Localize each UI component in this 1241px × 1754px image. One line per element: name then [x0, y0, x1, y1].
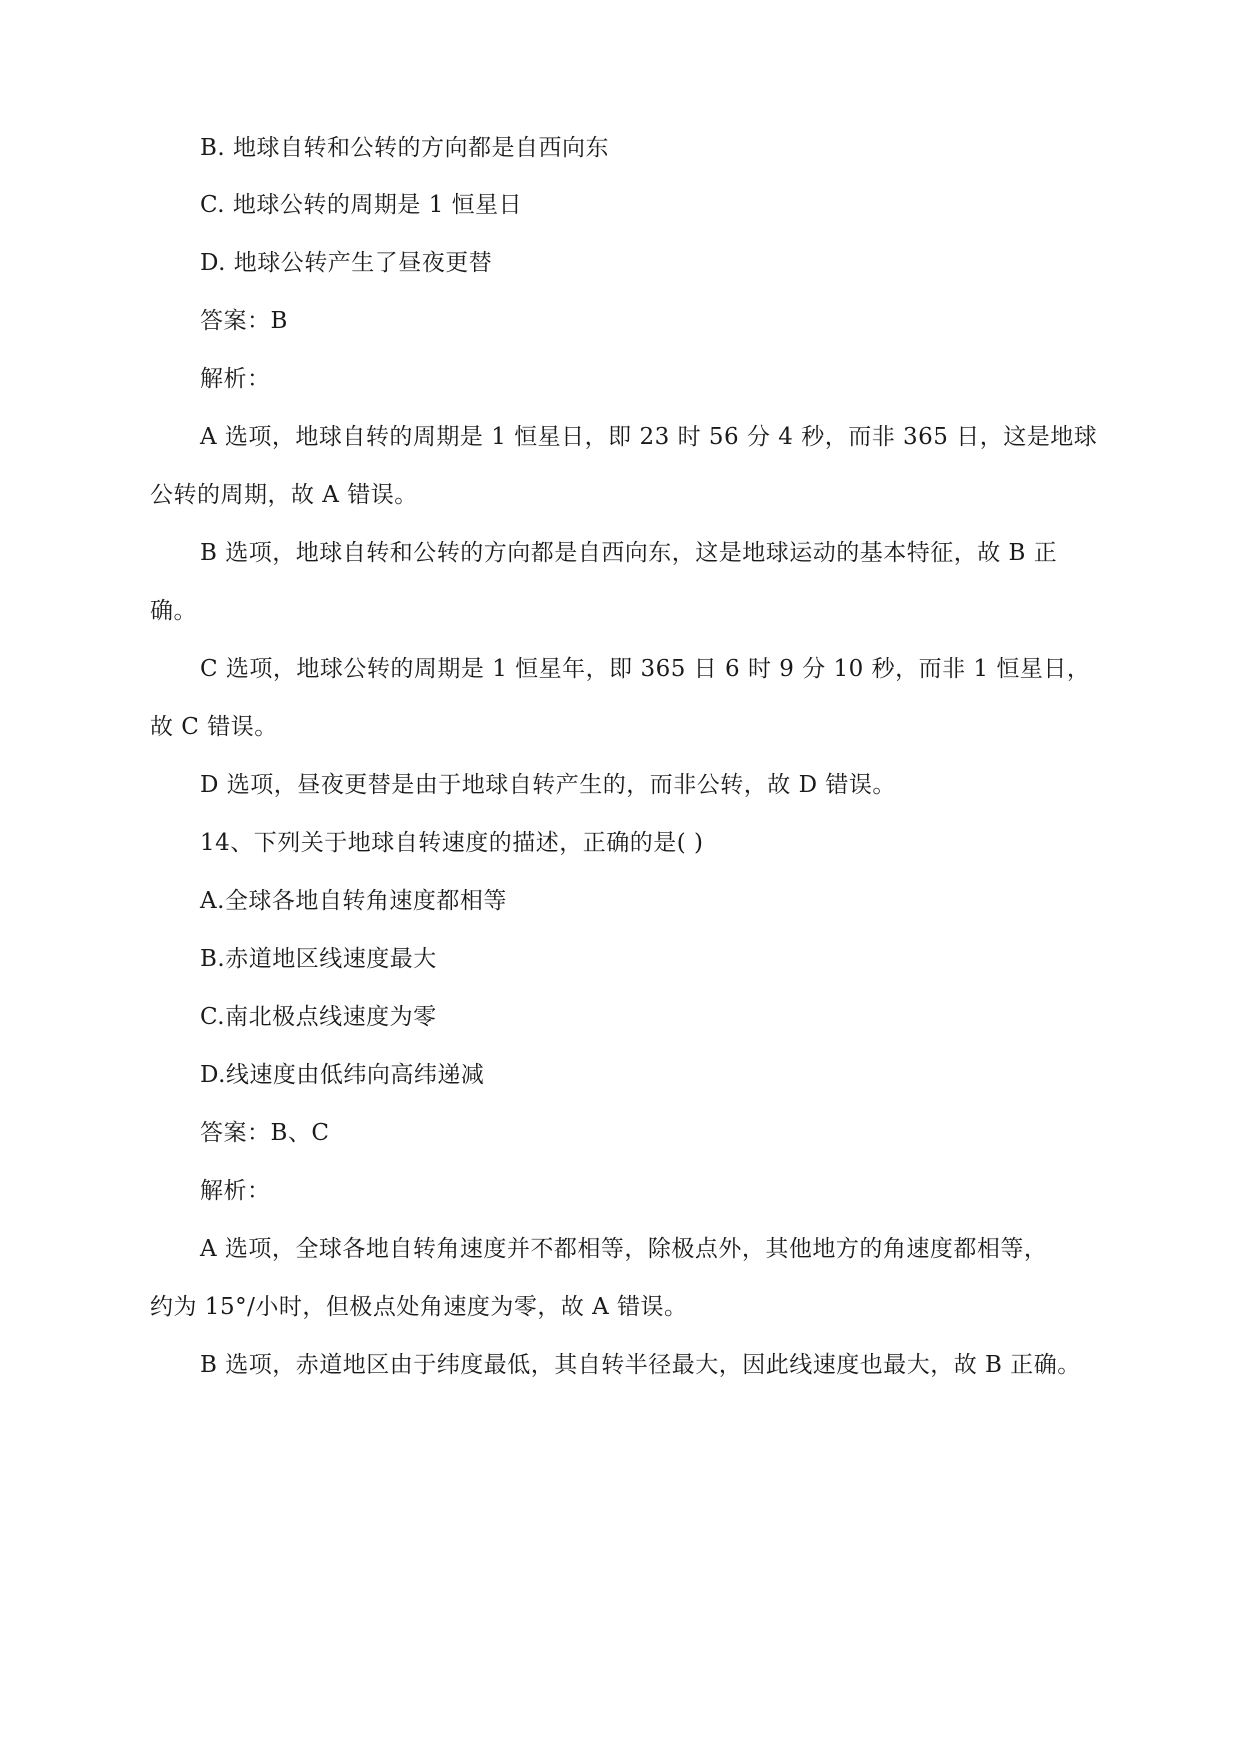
q13-answer: 答案：B [200, 308, 288, 334]
q14-analysis-a-line2: 约为 15°/小时，但极点处角速度为零，故 A 错误。 [150, 1294, 688, 1320]
q13-analysis-c-line2: 故 C 错误。 [150, 714, 278, 740]
q13-option-c: C. 地球公转的周期是 1 恒星日 [200, 192, 523, 218]
q13-option-d: D. 地球公转产生了昼夜更替 [200, 250, 493, 276]
q14-analysis-b: B 选项，赤道地区由于纬度最低，其自转半径最大，因此线速度也最大，故 B 正确。 [200, 1352, 1081, 1378]
q14-analysis-label: 解析： [200, 1178, 271, 1204]
q13-analysis-a-line2: 公转的周期，故 A 错误。 [150, 482, 418, 508]
q14-option-a: A.全球各地自转角速度都相等 [200, 888, 507, 914]
q14-option-c: C.南北极点线速度为零 [200, 1004, 437, 1030]
q14-answer: 答案：B、C [200, 1120, 330, 1146]
q14-option-b: B.赤道地区线速度最大 [200, 946, 437, 972]
q13-analysis-a-line1: A 选项，地球自转的周期是 1 恒星日，即 23 时 56 分 4 秒，而非 365 日，这是地球 [200, 424, 1098, 450]
q14-question: 14、下列关于地球自转速度的描述，正确的是( ) [200, 830, 704, 856]
q13-option-b: B. 地球自转和公转的方向都是自西向东 [200, 135, 610, 161]
q13-analysis-b-line2: 确。 [150, 598, 197, 624]
q13-analysis-b-line1: B 选项，地球自转和公转的方向都是自西向东，这是地球运动的基本特征，故 B 正 [200, 540, 1058, 566]
q13-analysis-d: D 选项，昼夜更替是由于地球自转产生的，而非公转，故 D 错误。 [200, 772, 896, 798]
q14-option-d: D.线速度由低纬向高纬递减 [200, 1062, 485, 1088]
q13-analysis-label: 解析： [200, 366, 271, 392]
q13-analysis-c-line1: C 选项，地球公转的周期是 1 恒星年，即 365 日 6 时 9 分 10 秒，而非 1 恒星日， [200, 656, 1091, 682]
q14-analysis-a-line1: A 选项，全球各地自转角速度并不都相等，除极点外，其他地方的角速度都相等， [200, 1236, 1048, 1262]
